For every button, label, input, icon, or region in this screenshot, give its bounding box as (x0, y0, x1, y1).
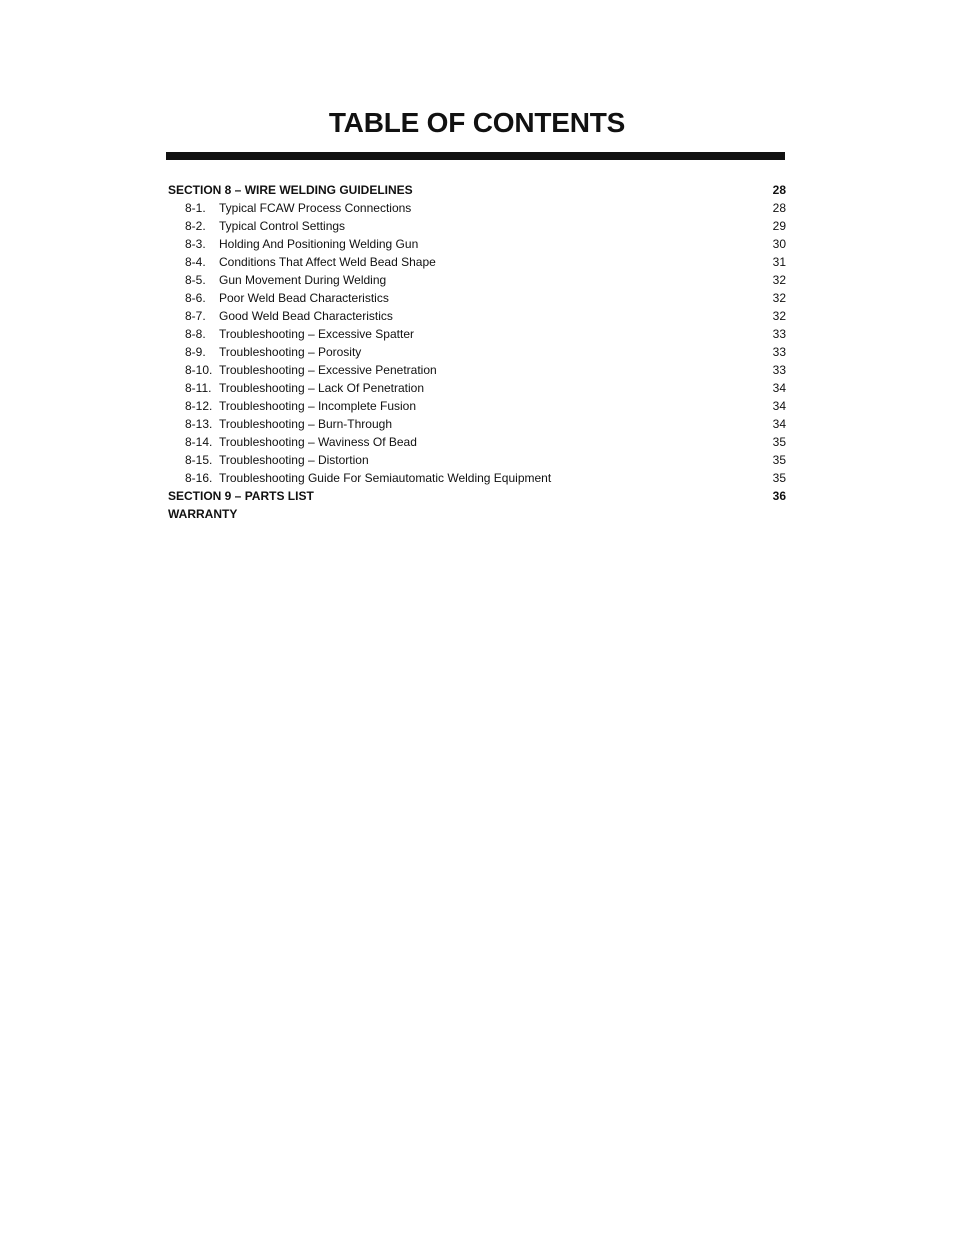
toc-entry-page: 32 (772, 273, 786, 287)
toc-entry-number: 8-10. (185, 363, 213, 377)
toc-entry-page: 32 (772, 309, 786, 323)
toc-entry-number: 8-12. (185, 399, 213, 413)
toc-entry-label: Troubleshooting – Waviness Of Bead (219, 435, 421, 449)
toc-entry-page: 33 (772, 363, 786, 377)
toc-section-8[interactable] (168, 181, 786, 199)
toc-entry-label: Good Weld Bead Characteristics (219, 309, 397, 323)
toc-entry-page: 31 (772, 255, 786, 269)
toc-entry-number: 8-14. (185, 435, 213, 449)
toc-entry-label: Troubleshooting – Incomplete Fusion (219, 399, 420, 413)
toc-entry-page: 33 (772, 345, 786, 359)
toc-entry-8-12[interactable] (168, 397, 786, 415)
toc-entry-page: 29 (772, 219, 786, 233)
toc-entry-8-16[interactable] (168, 469, 786, 487)
toc-entry-8-10[interactable] (168, 361, 786, 379)
toc-entry-8-13[interactable] (168, 415, 786, 433)
toc-entry-page: 34 (772, 399, 786, 413)
toc-entry-page: 28 (772, 201, 786, 215)
toc-entry-number: 8-13. (185, 417, 213, 431)
toc-entry-8-5[interactable] (168, 271, 786, 289)
toc-entry-label: Typical FCAW Process Connections (219, 201, 415, 215)
page-title: TABLE OF CONTENTS (328, 107, 626, 138)
toc-entry-label: Poor Weld Bead Characteristics (219, 291, 393, 305)
toc-entry-label: SECTION 8 – WIRE WELDING GUIDELINES (168, 183, 417, 197)
toc-entry-number: 8-4. (185, 255, 206, 269)
toc-entry-label: Troubleshooting – Excessive Spatter (219, 327, 418, 341)
toc-entry-page: 36 (772, 489, 786, 503)
toc-entry-label: Troubleshooting – Distortion (219, 453, 373, 467)
toc-entry-8-15[interactable] (168, 451, 786, 469)
toc-entry-page: 35 (772, 435, 786, 449)
toc-entry-8-4[interactable] (168, 253, 786, 271)
toc-entry-8-11[interactable] (168, 379, 786, 397)
toc-entry-8-6[interactable] (168, 289, 786, 307)
toc-entry-8-8[interactable] (168, 325, 786, 343)
toc-entry-number: 8-1. (185, 201, 206, 215)
toc-entry-page: 35 (772, 453, 786, 467)
toc-entry-label: Holding And Positioning Welding Gun (219, 237, 422, 251)
toc-entry-number: 8-11. (185, 381, 212, 395)
toc-list (168, 181, 786, 523)
toc-entry-number: 8-9. (185, 345, 206, 359)
toc-entry-number: 8-6. (185, 291, 206, 305)
toc-entry-8-7[interactable] (168, 307, 786, 325)
toc-entry-number: 8-7. (185, 309, 206, 323)
toc-entry-label: Troubleshooting – Porosity (219, 345, 365, 359)
toc-entry-8-1[interactable] (168, 199, 786, 217)
toc-entry-label: Troubleshooting Guide For Semiautomatic Welding Equipment (219, 471, 555, 485)
toc-entry-number: 8-3. (185, 237, 206, 251)
toc-entry-number: 8-15. (185, 453, 213, 467)
toc-entry-label: WARRANTY (168, 507, 241, 521)
toc-entry-page: 28 (772, 183, 786, 197)
toc-entry-label: SECTION 9 – PARTS LIST (168, 489, 318, 503)
toc-entry-8-3[interactable] (168, 235, 786, 253)
toc-entry-page: 32 (772, 291, 786, 305)
toc-entry-page: 33 (772, 327, 786, 341)
toc-entry-page: 35 (772, 471, 786, 485)
toc-entry-label: Gun Movement During Welding (219, 273, 390, 287)
toc-entry-8-2[interactable] (168, 217, 786, 235)
toc-entry-page: 34 (772, 381, 786, 395)
toc-entry-page: 34 (772, 417, 786, 431)
toc-entry-number: 8-5. (185, 273, 206, 287)
toc-entry-page: 30 (772, 237, 786, 251)
toc-entry-label: Troubleshooting – Lack Of Penetration (219, 381, 428, 395)
toc-entry-label: Typical Control Settings (219, 219, 349, 233)
toc-section-warranty[interactable] (168, 505, 786, 523)
title-rule (166, 152, 785, 160)
toc-entry-label: Troubleshooting – Excessive Penetration (219, 363, 441, 377)
toc-entry-number: 8-16. (185, 471, 213, 485)
toc-entry-number: 8-2. (185, 219, 206, 233)
toc-entry-number: 8-8. (185, 327, 206, 341)
toc-entry-label: Troubleshooting – Burn-Through (219, 417, 396, 431)
toc-entry-8-9[interactable] (168, 343, 786, 361)
toc-entry-label: Conditions That Affect Weld Bead Shape (219, 255, 440, 269)
toc-section-9[interactable] (168, 487, 786, 505)
toc-entry-8-14[interactable] (168, 433, 786, 451)
